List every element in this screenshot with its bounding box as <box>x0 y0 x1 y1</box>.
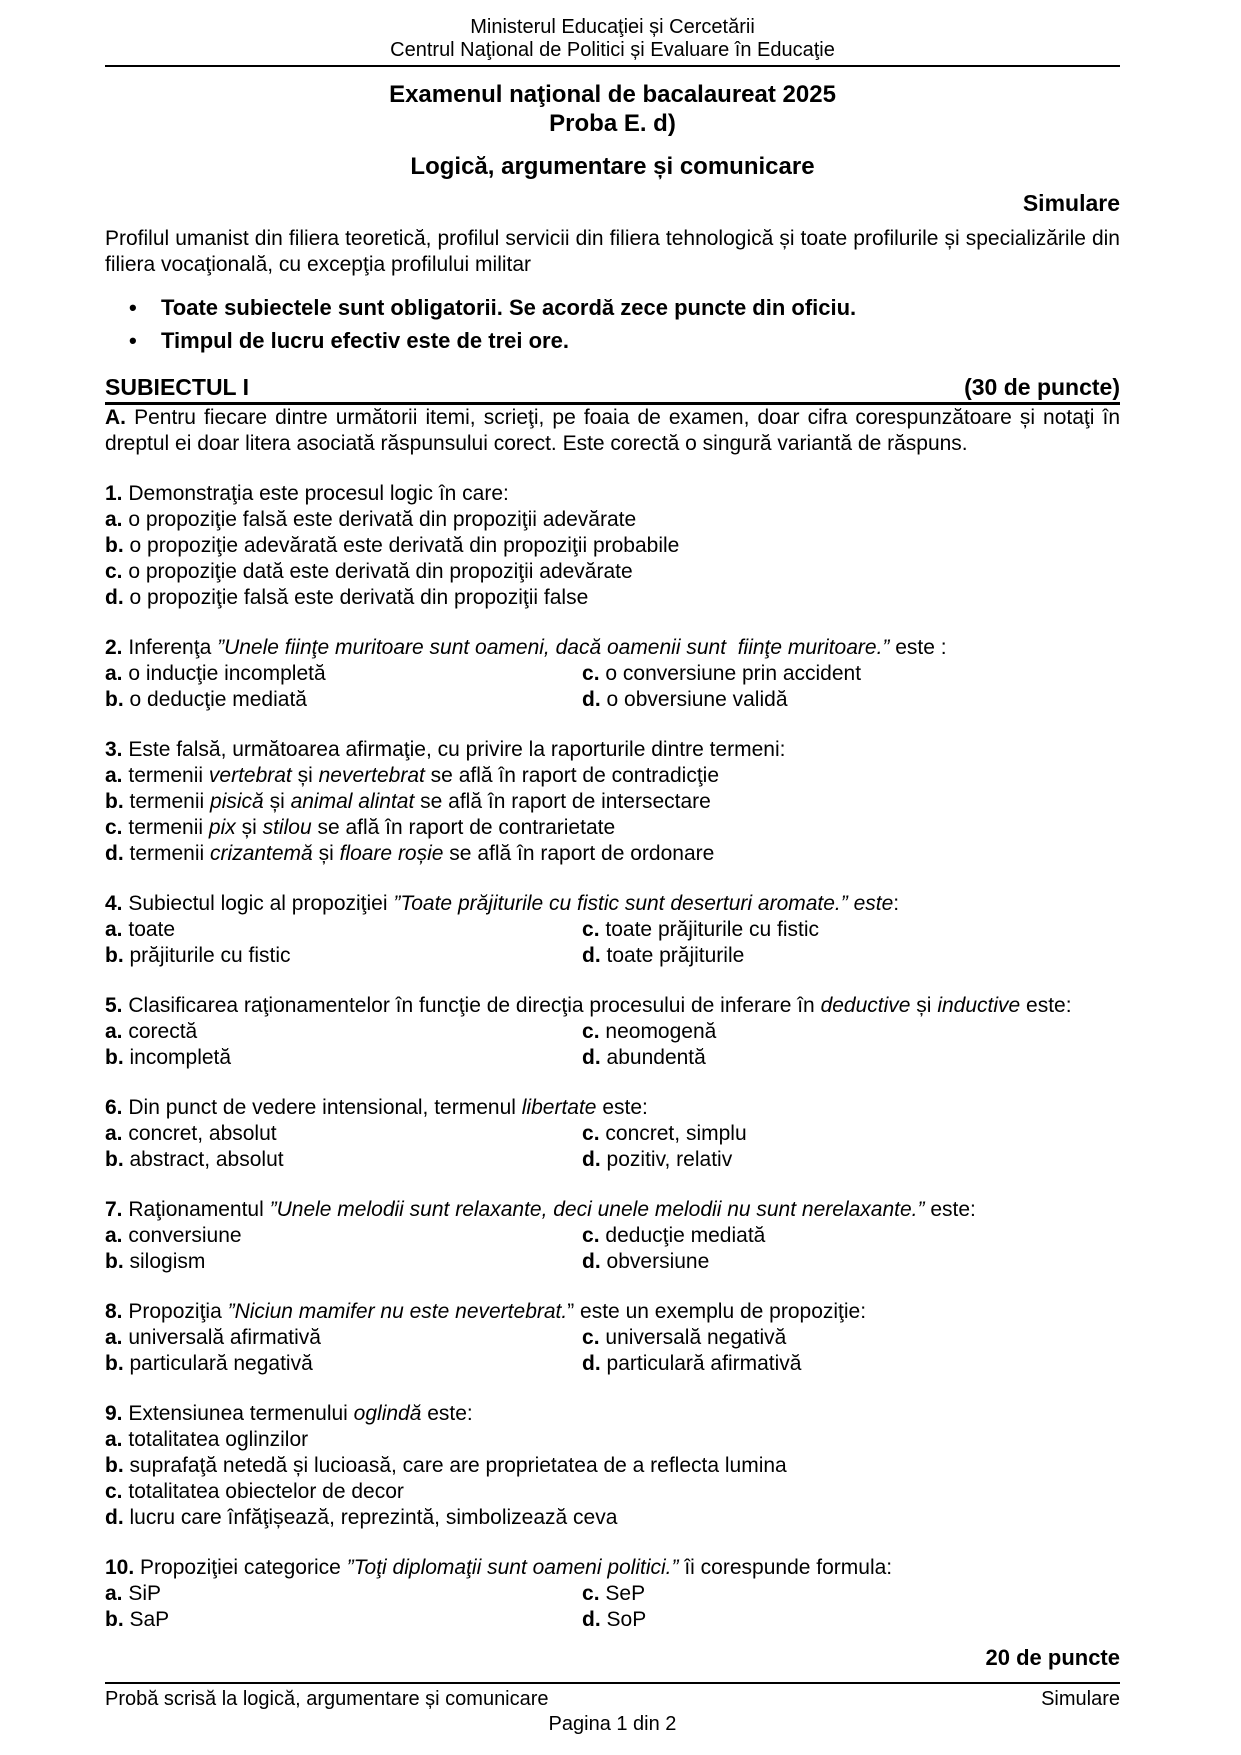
question-9-option-b: b. suprafaţă netedă și lucioasă, care are proprietatea de a reflecta lumina <box>105 1454 787 1477</box>
question-options <box>105 1019 1120 1071</box>
subject-title: Logică, argumentare și comunicare <box>410 153 815 180</box>
exam-title-block <box>105 80 1120 138</box>
question-options <box>105 661 1120 713</box>
question-4 <box>105 891 1120 969</box>
subtotal-label: 20 de puncte <box>985 1645 1120 1670</box>
question-3-option-b: b. termenii pisică și animal alintat se află în raport de intersectare <box>105 790 711 813</box>
question-1-option-d: d. o propoziţie falsă este derivată din propoziţii false <box>105 586 589 609</box>
question-6-option-d: d. pozitiv, relativ <box>582 1148 733 1171</box>
question-stem: 2. Inferenţa ”Unele fiinţe muritoare sunt oameni, dacă oamenii sunt fiinţe muritoare.” este : <box>105 636 947 659</box>
question-1-option-a: a. o propoziţie falsă este derivată din propoziţii adevărate <box>105 508 637 531</box>
question-stem: 7. Raţionamentul ”Unele melodii sunt relaxante, deci unele melodii nu sunt nerelaxante.” este: <box>105 1198 976 1221</box>
question-options <box>105 1427 1120 1531</box>
question-3 <box>105 737 1120 867</box>
question-options <box>105 1121 1120 1173</box>
question-10-option-b: b. SaP <box>105 1608 170 1631</box>
question-7-option-a: a. conversiune <box>105 1224 242 1247</box>
question-options <box>105 917 1120 969</box>
question-3-option-d: d. termenii crizantemă și floare roșie se află în raport de ordonare <box>105 842 715 865</box>
footer-page-number: Pagina 1 din 2 <box>548 1713 677 1735</box>
questions <box>105 481 1120 1633</box>
section-header <box>105 374 1120 405</box>
question-4-option-c: c. toate prăjiturile cu fistic <box>582 918 819 941</box>
question-10 <box>105 1555 1120 1633</box>
question-9 <box>105 1401 1120 1531</box>
question-7 <box>105 1197 1120 1275</box>
question-3-option-a: a. termenii vertebrat și nevertebrat se află în raport de contradicţie <box>105 764 720 787</box>
question-1-option-c: c. o propoziţie dată este derivată din propoziţii adevărate <box>105 560 633 583</box>
question-options <box>105 1581 1120 1633</box>
question-6 <box>105 1095 1120 1173</box>
bullet-item <box>105 328 1120 354</box>
question-stem: 5. Clasificarea raţionamentelor în funcţie de direcţia procesului de inferare în deductive și inductive este: <box>105 994 1072 1017</box>
question-8 <box>105 1299 1120 1377</box>
question-options <box>105 507 1120 611</box>
session-label: Simulare <box>1022 190 1120 216</box>
footer-row <box>105 1687 1120 1712</box>
question-8-option-d: d. particulară afirmativă <box>582 1352 802 1375</box>
question-5-option-c: c. neomogenă <box>582 1020 717 1043</box>
question-7-option-d: d. obversiune <box>582 1250 710 1273</box>
question-2-option-b: b. o deducţie mediată <box>105 688 307 711</box>
question-4-option-b: b. prăjiturile cu fistic <box>105 944 291 967</box>
question-2-option-a: a. o inducţie incompletă <box>105 662 326 685</box>
question-10-option-c: c. SeP <box>582 1582 646 1605</box>
question-1-option-b: b. o propoziţie adevărată este derivată din propoziţii probabile <box>105 534 680 557</box>
instruction-label: A. <box>105 406 126 429</box>
footer-left: Probă scrisă la logică, argumentare și comunicare <box>105 1688 549 1710</box>
question-4-option-a: a. toate <box>105 918 176 941</box>
question-stem: 9. Extensiunea termenului oglindă este: <box>105 1402 473 1425</box>
instruction-text <box>105 405 1120 457</box>
question-stem: 3. Este falsă, următoarea afirmaţie, cu privire la raporturile dintre termeni: <box>105 738 786 761</box>
question-options <box>105 1325 1120 1377</box>
question-stem: 1. Demonstraţia este procesul logic în care: <box>105 482 509 505</box>
question-7-option-c: c. deducţie mediată <box>582 1224 766 1247</box>
question-10-option-a: a. SiP <box>105 1582 162 1605</box>
question-2 <box>105 635 1120 713</box>
bullet-list <box>105 295 1120 354</box>
question-5-option-a: a. corectă <box>105 1020 198 1043</box>
question-5-option-d: d. abundentă <box>582 1046 706 1069</box>
exam-title: Examenul naţional de bacalaureat 2025 <box>389 81 836 108</box>
question-9-option-c: c. totalitatea obiectelor de decor <box>105 1480 404 1503</box>
question-7-option-b: b. silogism <box>105 1250 206 1273</box>
question-8-option-a: a. universală afirmativă <box>105 1326 321 1349</box>
question-stem: 8. Propoziţia ”Niciun mamifer nu este nevertebrat.” este un exemplu de propoziţie: <box>105 1300 867 1323</box>
question-2-option-d: d. o obversiune validă <box>582 688 788 711</box>
question-stem: 10. Propoziţiei categorice ”Toţi diplomaţii sunt oameni politici.” îi corespunde formula: <box>105 1556 893 1579</box>
question-stem: 4. Subiectul logic al propoziţiei ”Toate prăjiturile cu fistic sunt deserturi aromate.” este: <box>105 892 900 915</box>
question-4-option-d: d. toate prăjiturile <box>582 944 745 967</box>
question-2-option-c: c. o conversiune prin accident <box>582 662 862 685</box>
question-8-option-c: c. universală negativă <box>582 1326 787 1349</box>
section-title: SUBIECTUL I <box>105 374 249 400</box>
question-5-option-b: b. incompletă <box>105 1046 232 1069</box>
footer-right: Simulare <box>1041 1688 1120 1710</box>
question-8-option-b: b. particulară negativă <box>105 1352 313 1375</box>
question-options <box>105 763 1120 867</box>
exam-proba: Proba E. d) <box>549 110 676 137</box>
question-9-option-d: d. lucru care înfăţișează, reprezintă, simbolizează ceva <box>105 1506 618 1529</box>
question-9-option-a: a. totalitatea oglinzilor <box>105 1428 309 1451</box>
question-stem: 6. Din punct de vedere intensional, termenul libertate este: <box>105 1096 648 1119</box>
section-points: (30 de puncte) <box>964 374 1120 400</box>
bullet-text: Toate subiectele sunt obligatorii. Se acordă zece puncte din oficiu. <box>161 295 857 320</box>
ministry-line-2: Centrul Naţional de Politici și Evaluare în Educaţie <box>390 39 835 61</box>
page-footer <box>105 1682 1120 1737</box>
question-1 <box>105 481 1120 611</box>
instruction-body: Pentru fiecare dintre următorii itemi, scrieţi, pe foaia de examen, doar cifra corespunzătoare și notaţi în dreptul ei doar litera asociată răspunsului corect. Este corectă o singură variantă de răspuns. <box>105 406 1120 455</box>
question-6-option-c: c. concret, simplu <box>582 1122 747 1145</box>
question-3-option-c: c. termenii pix și stilou se află în raport de contrarietate <box>105 816 616 839</box>
question-options <box>105 1223 1120 1275</box>
bullet-text: Timpul de lucru efectiv este de trei ore. <box>161 328 569 353</box>
question-6-option-a: a. concret, absolut <box>105 1122 277 1145</box>
bullet-icon: • <box>129 295 137 320</box>
ministry-line-1: Ministerul Educaţiei și Cercetării <box>470 16 755 38</box>
question-6-option-b: b. abstract, absolut <box>105 1148 284 1171</box>
ministry-header <box>105 16 1120 67</box>
profile-text: Profilul umanist din filiera teoretică, profilul servicii din filiera tehnologică și toate profilurile și specializările din filiera vocaţională, cu excepţia profilului militar <box>105 227 1120 276</box>
bullet-icon: • <box>129 328 137 353</box>
question-10-option-d: d. SoP <box>582 1608 647 1631</box>
question-5 <box>105 993 1120 1071</box>
bullet-item <box>105 295 1120 321</box>
